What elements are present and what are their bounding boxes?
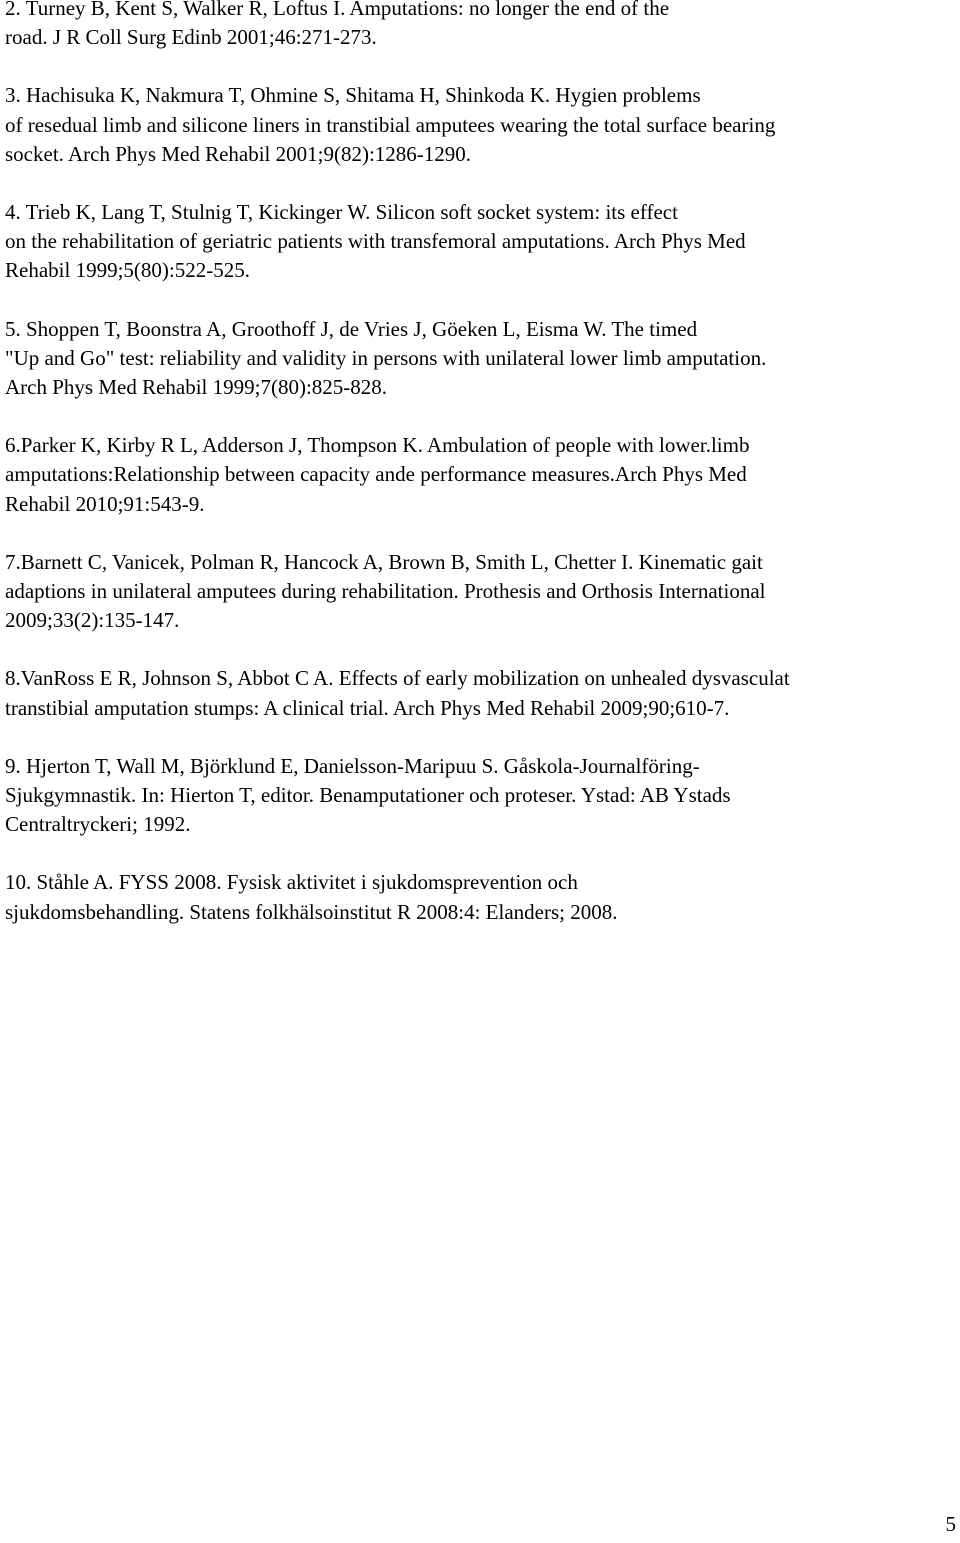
reference-item: 9. Hjerton T, Wall M, Björklund E, Danielsson-Maripuu S. Gåskola-Journalföring- Sjukgymnastik. In: Hierton T, editor. Benamputationer och proteser. Ystad: AB Ystads Centraltryckeri; 1992. <box>5 753 731 837</box>
reference-item: 4. Trieb K, Lang T, Stulnig T, Kickinger W. Silicon soft socket system: its effect on the rehabilitation of geriatric patients with transfemoral amputations. Arch Phys Med Rehabil 1999;5(80):522-525. <box>5 200 746 283</box>
reference-item: 7.Barnett C, Vanicek, Polman R, Hancock A, Brown B, Smith L, Chetter I. Kinematic gait adaptions in unilateral amputees during rehabilitation. Prothesis and Orthosis International 2009;33(2):135-147. <box>5 549 766 633</box>
reference-item: 6.Parker K, Kirby R L, Adderson J, Thompson K. Ambulation of people with lower.limb amputations:Relationship between capacity ande performance measures.Arch Phys Med Rehabil 2010;91:543-9. <box>5 433 750 516</box>
page-number: 5 <box>945 1512 956 1536</box>
reference-list <box>5 0 960 956</box>
reference-item: 3. Hachisuka K, Nakmura T, Ohmine S, Shitama H, Shinkoda K. Hygien problems of resedual limb and silicone liners in transtibial amputees wearing the total surface bearing socket. Arch Phys Med Rehabil 2001;9(82):1286-1290. <box>5 83 776 166</box>
reference-item: 8.VanRoss E R, Johnson S, Abbot C A. Effects of early mobilization on unhealed dysvasculat transtibial amputation stumps: A clinical trial. Arch Phys Med Rehabil 2009;90;610-7. <box>5 666 790 720</box>
reference-item: 10. Ståhle A. FYSS 2008. Fysisk aktivitet i sjukdomsprevention och sjukdomsbehandling. Statens folkhälsoinstitut R 2008:4: Elanders; 2008. <box>5 870 618 924</box>
reference-item: 2. Turney B, Kent S, Walker R, Loftus I. Amputations: no longer the end of the road. J R Coll Surg Edinb 2001;46:271-273. <box>5 0 670 50</box>
reference-item: 5. Shoppen T, Boonstra A, Groothoff J, de Vries J, Göeken L, Eisma W. The timed "Up and Go" test: reliability and validity in persons with unilateral lower limb amputation. Arch Phys Med Rehabil 1999;7(80):825-828. <box>5 316 767 400</box>
